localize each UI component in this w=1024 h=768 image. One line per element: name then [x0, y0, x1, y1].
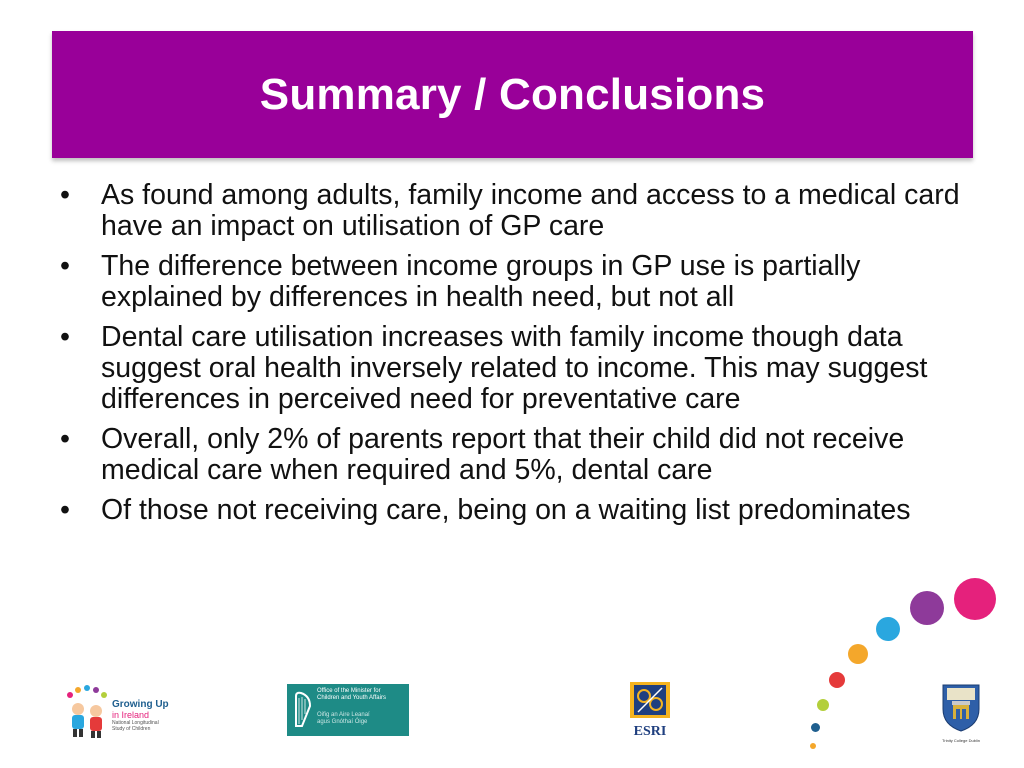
decor-dot [810, 743, 816, 749]
esri-emblem-icon [630, 682, 670, 718]
harp-icon [292, 690, 314, 730]
bullet-text: Dental care utilisation increases with family income though data suggest oral health inversely related to income. This may suggest differences in perceived need for preventative care [101, 321, 928, 415]
decor-dot [876, 617, 900, 641]
decor-dot [811, 723, 820, 732]
tcd-label: Trinity College Dublin [942, 738, 980, 743]
bullet-marker: • [60, 250, 70, 282]
bullet-marker: • [60, 179, 70, 211]
bullet-item [60, 495, 960, 526]
bullet-item [60, 251, 960, 313]
decor-dot [817, 699, 829, 711]
esri-logo [630, 682, 670, 737]
bullet-marker: • [60, 423, 70, 455]
decor-dot [848, 644, 868, 664]
gu-tagline-2: Study of Children [112, 726, 151, 732]
decor-dot [829, 672, 845, 688]
gu-tagline: National Longitudinal [112, 720, 159, 726]
bullet-text: The difference between income groups in GP use is partially explained by differences in health need, but not all [101, 250, 861, 313]
bullet-item [60, 180, 960, 242]
bullet-item [60, 424, 960, 486]
decor-dot [954, 578, 996, 620]
bullet-text: Overall, only 2% of parents report that their child did not receive medical care when required and 5%, dental care [101, 423, 905, 486]
omcya-line-4: agus Gnóthaí Óige [317, 719, 368, 725]
bullet-text: Of those not receiving care, being on a waiting list predominates [101, 494, 911, 526]
gu-title: Growing Up [112, 699, 169, 710]
omcya-logo [287, 684, 409, 736]
gu-subtitle: in Ireland [112, 710, 150, 720]
bullet-marker: • [60, 321, 70, 353]
omcya-line-2: Children and Youth Affairs [317, 695, 386, 701]
bullet-text: As found among adults, family income and access to a medical card have an impact on utilisation of GP care [101, 179, 960, 242]
title-bar [52, 31, 973, 158]
bullet-marker: • [60, 494, 70, 526]
omcya-line-1: Office of the Minister for [317, 688, 381, 694]
tcd-crest-icon [937, 683, 985, 733]
decor-dot [910, 591, 944, 625]
bullet-item [60, 322, 960, 415]
bullet-list [60, 180, 960, 535]
esri-label: ESRI [633, 724, 667, 739]
omcya-line-3: Oifig an Aire Leanaí [317, 712, 370, 718]
tcd-logo [937, 683, 985, 743]
growing-up-logo [60, 683, 175, 741]
slide-title: Summary / Conclusions [259, 69, 766, 119]
